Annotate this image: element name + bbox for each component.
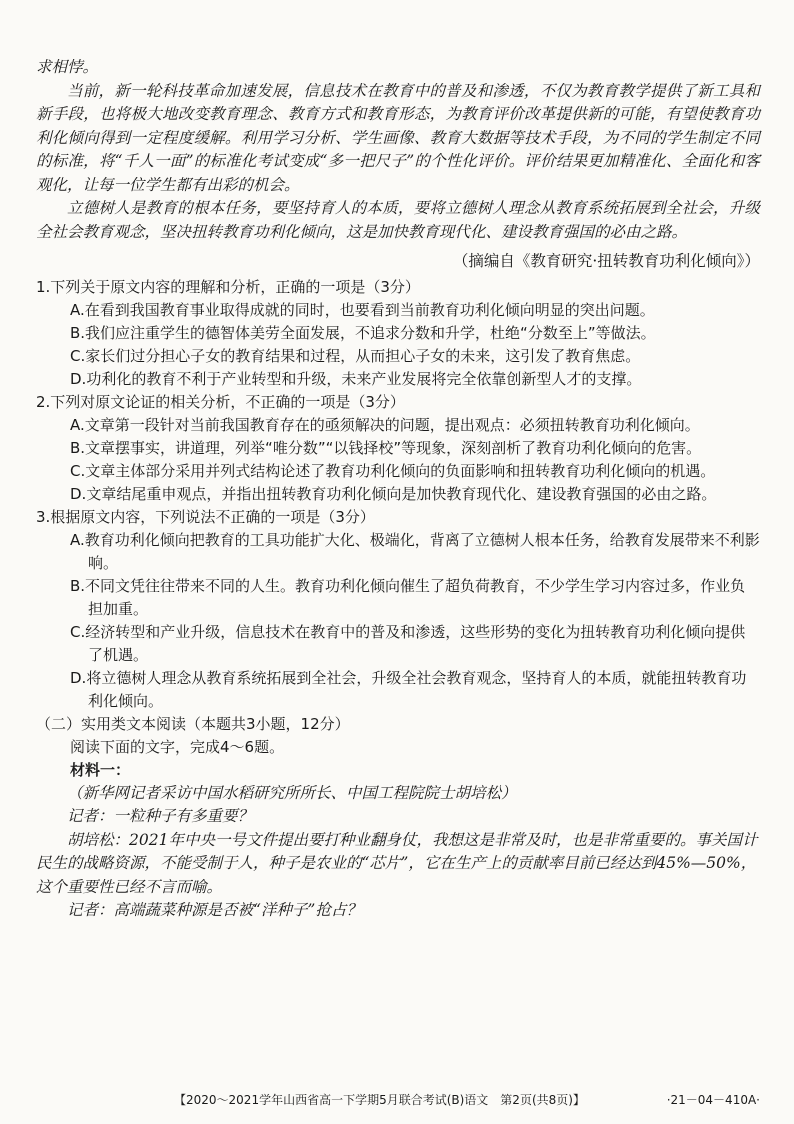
option-a: A.在看到我国教育事业取得成就的同时，也要看到当前教育功利化倾向明显的突出问题。 bbox=[70, 300, 655, 319]
option-d: D.功利化的教育不利于产业转型和升级，未来产业发展将完全依靠创新型人才的支撑。 bbox=[70, 369, 642, 388]
passage-continuation: 求相悖。 bbox=[36, 58, 99, 76]
question-1 bbox=[36, 276, 760, 391]
question-stem: 1.下列关于原文内容的理解和分析，正确的一项是（3分） bbox=[36, 277, 420, 296]
option-a: A.文章第一段针对当前我国教育存在的亟须解决的问题，提出观点：必须扭转教育功利化倾向。 bbox=[70, 415, 700, 434]
option-b: B.不同文凭往往带来不同的人生。教育功利化倾向催生了超负荷教育，不少学生学习内容过多，作业负担加重。 bbox=[70, 576, 746, 618]
question-stem: 2.下列对原文论证的相关分析，不正确的一项是（3分） bbox=[36, 392, 405, 411]
question-3 bbox=[36, 506, 760, 713]
section-heading: （二）实用类文本阅读（本题共3小题，12分） bbox=[36, 714, 350, 733]
material-label: 材料一： bbox=[70, 760, 131, 779]
option-c: C.家长们过分担心子女的教育结果和过程，从而担心子女的未来，这引发了教育焦虑。 bbox=[70, 346, 641, 365]
reading-instruction: 阅读下面的文字，完成4～6题。 bbox=[70, 737, 285, 756]
passage-paragraph: 立德树人是教育的根本任务，要坚持育人的本质，要将立德树人理念从教育系统拓展到全社会，升级全社会教育观念，坚决扭转教育功利化倾向，这是加快教育现代化、建设教育强国的必由之路。 bbox=[36, 199, 760, 241]
interview-line: 记者：一粒种子有多重要？ bbox=[67, 807, 254, 825]
option-b: B.文章摆事实，讲道理，列举“唯分数”“以钱择校”等现象，深刻剖析了教育功利化倾向的危害。 bbox=[70, 438, 702, 457]
footer-exam-info: 【2020～2021学年山西省高一下学期5月联合考试(B)语文 第2页(共8页)】 bbox=[174, 1093, 585, 1107]
footer-code: ·21－04－410A· bbox=[666, 1093, 760, 1107]
interview-intro: （新华网记者采访中国水稻研究所所长、中国工程院院士胡培松） bbox=[67, 783, 517, 802]
option-c: C.经济转型和产业升级，信息技术在教育中的普及和渗透，这些形势的变化为扭转教育功利化倾向提供了机遇。 bbox=[70, 622, 746, 664]
option-a: A.教育功利化倾向把教育的工具功能扩大化、极端化，背离了立德树人根本任务，给教育发展带来不利影响。 bbox=[70, 530, 760, 572]
question-stem: 3.根据原文内容，下列说法不正确的一项是（3分） bbox=[36, 507, 375, 526]
option-d: D.将立德树人理念从教育系统拓展到全社会，升级全社会教育观念，坚持育人的本质，就能扭转教育功利化倾向。 bbox=[70, 668, 747, 710]
source-citation: （摘编自《教育研究·扭转教育功利化倾向》） bbox=[452, 252, 760, 270]
interview-line: 胡培松：2021年中央一号文件提出要打种业翻身仗，我想这是非常及时，也是非常重要的。事关国计民生的战略资源，不能受制于人，种子是农业的“芯片”，它在生产上的贡献率目前已经达到45%—50%，这个重要性已经不言而喻。 bbox=[36, 830, 758, 896]
option-d: D.文章结尾重申观点，并指出扭转教育功利化倾向是加快教育现代化、建设教育强国的必由之路。 bbox=[70, 484, 717, 503]
option-b: B.我们应注重学生的德智体美劳全面发展，不追求分数和升学，杜绝“分数至上”等做法。 bbox=[70, 323, 656, 342]
passage-paragraph: 当前，新一轮科技革命加速发展，信息技术在教育中的普及和渗透，不仅为教育教学提供了新工具和新手段，也将极大地改变教育理念、教育方式和教育形态，为教育评价改革提供新的可能，有望使教育功利化倾向得到一定程度缓解。利用学习分析、学生画像、教育大数据等技术手段，为不同的学生制定不同的标准，将“千人一面”的标准化考试变成“多一把尺子”的个性化评价。评价结果更加精准化、全面化和客观化，让每一位学生都有出彩的机会。 bbox=[36, 81, 760, 194]
question-2 bbox=[36, 391, 760, 506]
interview-line: 记者：高端蔬菜种源是否被“洋种子”抢占？ bbox=[67, 901, 362, 919]
option-c: C.文章主体部分采用并列式结构论述了教育功利化倾向的负面影响和扭转教育功利化倾向的机遇。 bbox=[70, 461, 716, 480]
